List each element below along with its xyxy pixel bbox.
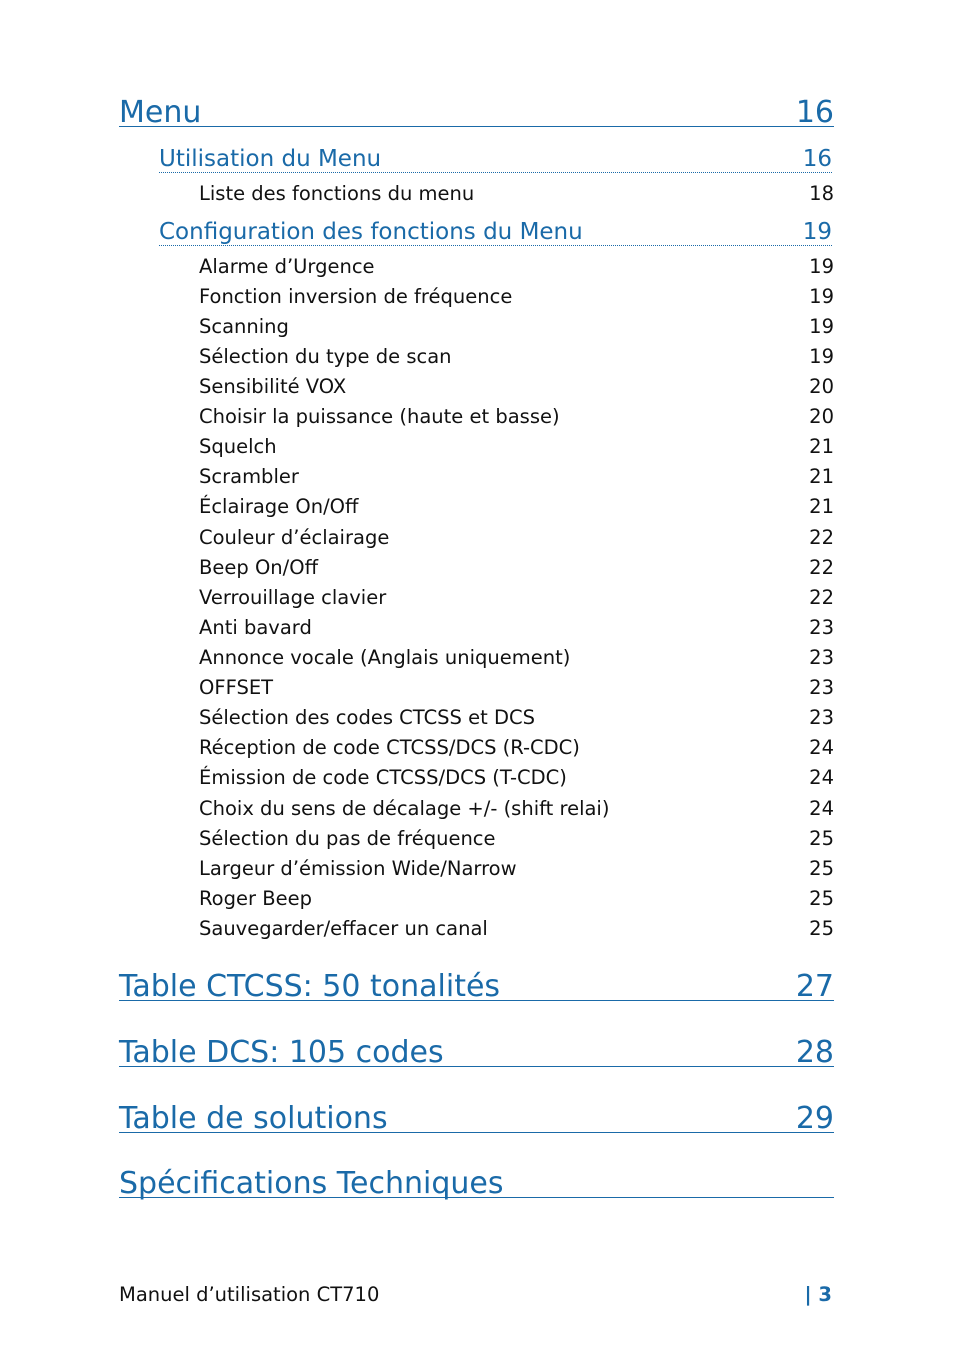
- toc-entry-page: 21: [809, 435, 834, 458]
- toc-subheading-utilisation[interactable]: [159, 144, 832, 173]
- toc-entry-title: Sélection du pas de fréquence: [199, 827, 496, 850]
- toc-heading-page: 28: [795, 1035, 834, 1070]
- toc-entry-page: 22: [809, 526, 834, 549]
- toc-entry-title: Beep On/Off: [199, 556, 319, 579]
- toc-entry-page: 21: [809, 465, 834, 488]
- toc-entry[interactable]: [199, 824, 834, 854]
- toc-entry-title: Couleur d’éclairage: [199, 526, 390, 549]
- toc-entry-title: Sensibilité VOX: [199, 375, 347, 398]
- toc-entry[interactable]: [199, 402, 834, 432]
- toc-entry-title: Roger Beep: [199, 887, 312, 910]
- toc-heading-menu[interactable]: [119, 88, 834, 130]
- toc-entry[interactable]: [199, 673, 834, 703]
- toc-heading-solutions[interactable]: [119, 1094, 834, 1136]
- toc-entry-title: Liste des fonctions du menu: [199, 182, 475, 205]
- toc-entry-page: 23: [809, 706, 834, 729]
- toc-entry-title: Annonce vocale (Anglais uniquement): [199, 646, 571, 669]
- toc-heading-title: Spécifications Techniques: [119, 1166, 504, 1201]
- toc-entry-page: 19: [809, 345, 834, 368]
- toc-entry-page: 23: [809, 616, 834, 639]
- toc-entry-page: 24: [809, 736, 834, 759]
- toc-entry[interactable]: [199, 179, 834, 209]
- toc-entry[interactable]: [199, 372, 834, 402]
- toc-heading-dcs[interactable]: [119, 1028, 834, 1070]
- toc-entry-title: Sélection du type de scan: [199, 345, 452, 368]
- toc-entry-page: 25: [809, 857, 834, 880]
- toc-entry-title: Choisir la puissance (haute et basse): [199, 405, 560, 428]
- toc-entry-title: Fonction inversion de fréquence: [199, 285, 513, 308]
- toc-entry-page: 22: [809, 586, 834, 609]
- toc-entry-page: 18: [809, 182, 834, 205]
- toc-heading-page: 29: [795, 1101, 834, 1136]
- toc-entry-title: Scrambler: [199, 465, 299, 488]
- toc-entry[interactable]: [199, 432, 834, 462]
- footer-manual-title: Manuel d’utilisation CT710: [119, 1283, 380, 1306]
- toc-entry-page: 19: [809, 255, 834, 278]
- toc-entry-title: Squelch: [199, 435, 277, 458]
- toc-entry-page: 20: [809, 405, 834, 428]
- toc-entry-title: Anti bavard: [199, 616, 312, 639]
- toc-entry[interactable]: [199, 462, 834, 492]
- toc-entry[interactable]: [199, 884, 834, 914]
- toc-entry-page: 19: [809, 315, 834, 338]
- toc-entry-title: Choix du sens de décalage +/- (shift relai): [199, 797, 610, 820]
- toc-entry-page: 25: [809, 887, 834, 910]
- toc-heading-page: 16: [795, 95, 834, 130]
- toc-entry[interactable]: [199, 733, 834, 763]
- toc-entry-page: 25: [809, 917, 834, 940]
- toc-entry[interactable]: [199, 763, 834, 793]
- toc-entry[interactable]: [199, 703, 834, 733]
- toc-entry[interactable]: [199, 523, 834, 553]
- toc-entry-title: Émission de code CTCSS/DCS (T-CDC): [199, 766, 567, 789]
- toc-entry[interactable]: [199, 252, 834, 282]
- toc-entry-page: 23: [809, 646, 834, 669]
- toc-entry-page: 20: [809, 375, 834, 398]
- toc-entry-page: 21: [809, 495, 834, 518]
- toc-subheading-page: 19: [802, 219, 832, 245]
- toc-entry[interactable]: [199, 553, 834, 583]
- toc-heading-specs[interactable]: [119, 1159, 834, 1201]
- toc-entry-title: Scanning: [199, 315, 289, 338]
- toc-entry-page: 23: [809, 676, 834, 699]
- toc-entry-title: Sauvegarder/effacer un canal: [199, 917, 488, 940]
- toc-subheading-title: Utilisation du Menu: [159, 146, 382, 172]
- toc-entry-page: 25: [809, 827, 834, 850]
- toc-entry[interactable]: [199, 583, 834, 613]
- toc-entry[interactable]: [199, 312, 834, 342]
- toc-entry[interactable]: [199, 914, 834, 944]
- toc-entry[interactable]: [199, 643, 834, 673]
- toc-heading-title: Table de solutions: [119, 1101, 388, 1136]
- toc-entry[interactable]: [199, 854, 834, 884]
- toc-heading-ctcss[interactable]: [119, 962, 834, 1004]
- toc-subheading-configuration[interactable]: [159, 217, 832, 246]
- toc-entry-title: OFFSET: [199, 676, 274, 699]
- toc-subheading-title: Configuration des fonctions du Menu: [159, 219, 583, 245]
- toc-entry-title: Largeur d’émission Wide/Narrow: [199, 857, 517, 880]
- toc-entry-page: 24: [809, 797, 834, 820]
- toc-entry[interactable]: [199, 794, 834, 824]
- toc-subheading-page: 16: [802, 146, 832, 172]
- toc-entry-title: Éclairage On/Off: [199, 495, 359, 518]
- toc-entry-title: Sélection des codes CTCSS et DCS: [199, 706, 535, 729]
- toc-entry-title: Réception de code CTCSS/DCS (R-CDC): [199, 736, 580, 759]
- toc-entry-page: 22: [809, 556, 834, 579]
- footer-page-number: | 3: [804, 1283, 832, 1306]
- toc-heading-title: Table DCS: 105 codes: [119, 1035, 444, 1070]
- toc-entry-title: Verrouillage clavier: [199, 586, 387, 609]
- toc-entry-page: 19: [809, 285, 834, 308]
- toc-entry[interactable]: [199, 613, 834, 643]
- toc-heading-title: Table CTCSS: 50 tonalités: [119, 969, 501, 1004]
- toc-heading-title: Menu: [119, 95, 202, 130]
- toc-entry-title: Alarme d’Urgence: [199, 255, 375, 278]
- toc-entry-page: 24: [809, 766, 834, 789]
- toc-entry[interactable]: [199, 342, 834, 372]
- toc-heading-page: 27: [795, 969, 834, 1004]
- toc-entry[interactable]: [199, 282, 834, 312]
- toc-entry[interactable]: [199, 492, 834, 522]
